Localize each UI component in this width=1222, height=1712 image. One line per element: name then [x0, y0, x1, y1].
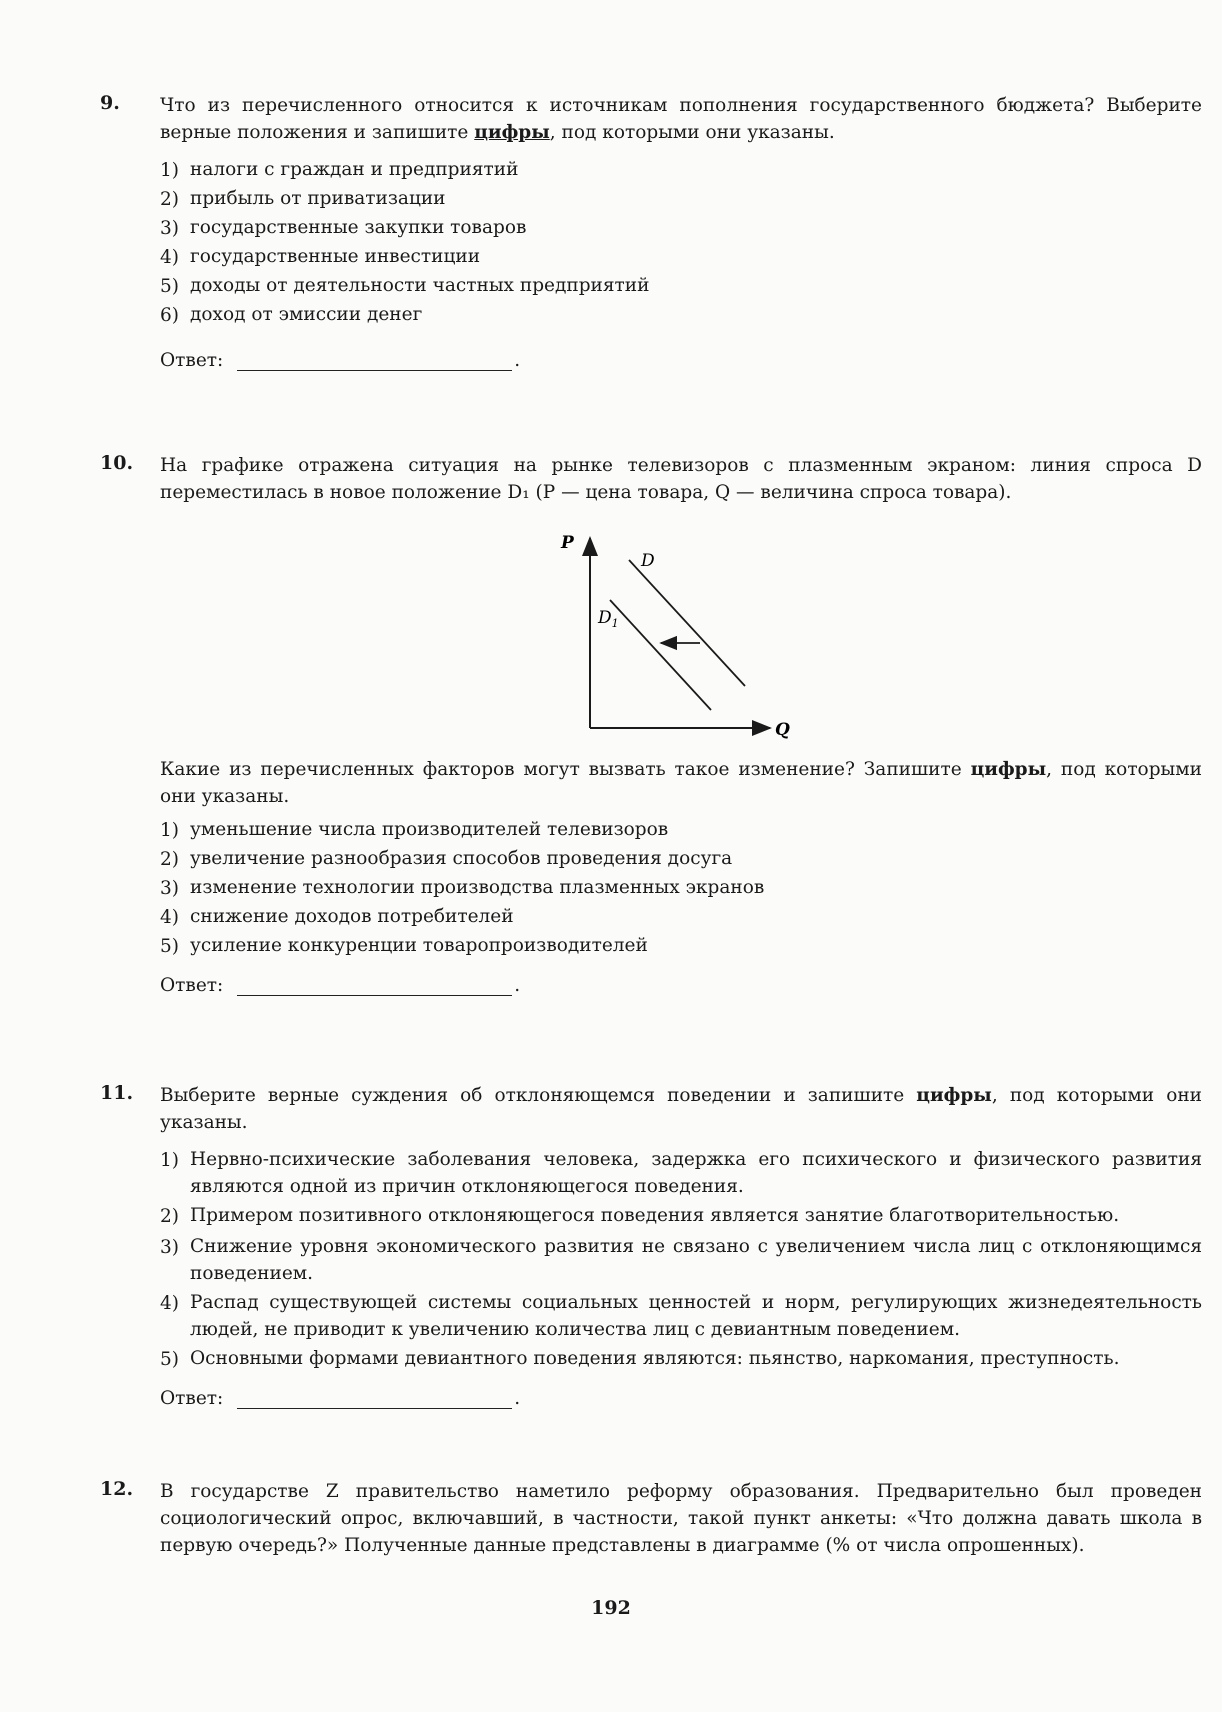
answer-label: Ответ:: [160, 350, 224, 371]
option-text: доходы от деятельности частных предприятий: [190, 275, 650, 296]
answer-field[interactable]: [237, 975, 512, 996]
option-item: [160, 243, 1202, 272]
option-item: [160, 1146, 1202, 1200]
option-text: Снижение уровня экономического развития не связано с увеличением числа лиц с отклоняющимся поведением.: [190, 1236, 1202, 1284]
option-number: 2): [160, 849, 179, 870]
option-number: 6): [160, 305, 179, 326]
option-text: доход от эмиссии денег: [190, 304, 423, 325]
option-text: государственные закупки товаров: [190, 217, 527, 238]
question-number: 12.: [100, 1478, 134, 1500]
question-text: На графике отражена ситуация на рынке телевизоров с плазменным экраном: линия спроса D переместилась в новое положение D₁ (P — цена товара, Q — величина спроса товара).: [160, 455, 1202, 503]
question-10-tasks: [100, 756, 1202, 996]
option-item: [160, 272, 1202, 301]
option-number: 1): [160, 820, 179, 841]
option-text: Примером позитивного отклоняющегося поведения является занятие благотворительностью.: [190, 1205, 1120, 1226]
question-number: 11.: [100, 1082, 134, 1104]
options-list: [160, 816, 1202, 961]
page-number: 192: [591, 1597, 631, 1619]
options-list: [160, 156, 1202, 330]
option-number: 4): [160, 1293, 179, 1314]
demand-label-d: D: [641, 551, 655, 571]
option-text: изменение технологии производства плазменных экранов: [190, 877, 765, 898]
option-item: [160, 185, 1202, 214]
option-number: 2): [160, 189, 179, 210]
answer-label: Ответ:: [160, 975, 224, 996]
question-text: Какие из перечисленных факторов могут вызвать такое изменение? Запишите цифры, под которыми они указаны.: [160, 759, 1202, 807]
option-number: 5): [160, 936, 179, 957]
option-number: 1): [160, 1150, 179, 1171]
option-item: [160, 932, 1202, 961]
q-axis-label: Q: [775, 720, 790, 740]
option-item: [160, 903, 1202, 932]
option-text: прибыль от приватизации: [190, 188, 446, 209]
demand-curve-d: [629, 560, 745, 686]
option-text: Основными формами девиантного поведения являются: пьянство, наркомания, преступность.: [190, 1348, 1120, 1369]
question-10: [100, 452, 1202, 506]
option-item: [160, 845, 1202, 874]
option-item: [160, 156, 1202, 185]
answer-field[interactable]: [237, 350, 512, 371]
option-item: [160, 1345, 1202, 1374]
option-number: 3): [160, 878, 179, 899]
option-item: [160, 1233, 1202, 1287]
question-number: 9.: [100, 92, 120, 114]
option-item: [160, 874, 1202, 903]
question-9: [100, 92, 1202, 371]
question-number: 10.: [100, 452, 134, 474]
option-number: 3): [160, 1237, 179, 1258]
option-number: 4): [160, 247, 179, 268]
p-axis-label: P: [561, 533, 574, 553]
answer-label: Ответ:: [160, 1388, 224, 1409]
option-number: 3): [160, 218, 179, 239]
option-item: [160, 1202, 1202, 1231]
answer-row: Ответ: .: [160, 975, 521, 996]
answer-row: Ответ: .: [160, 1388, 521, 1409]
option-text: государственные инвестиции: [190, 246, 481, 267]
question-12: [100, 1478, 1202, 1559]
option-text: увеличение разнообразия способов проведения досуга: [190, 848, 733, 869]
question-text: Выберите верные суждения об отклоняющемся поведении и запишите цифры, под которыми они указаны.: [160, 1085, 1202, 1133]
demand-curve-d1: [610, 600, 711, 710]
question-11: [100, 1082, 1202, 1409]
question-text: Что из перечисленного относится к источникам пополнения государственного бюджета? Выберите верные положения и запишите цифры, под которыми они указаны.: [160, 95, 1202, 143]
option-text: налоги с граждан и предприятий: [190, 159, 519, 180]
option-item: [160, 301, 1202, 330]
emphasis-digits: цифры: [474, 122, 550, 143]
emphasis-digits: цифры: [970, 759, 1047, 780]
demand-shift-graph: [555, 530, 815, 740]
option-item: [160, 214, 1202, 243]
option-text: уменьшение числа производителей телевизоров: [190, 819, 669, 840]
option-text: Распад существующей системы социальных ценностей и норм, регулирующих жизнедеятельность людей, не приводит к увеличению количества лиц с девиантным поведением.: [190, 1292, 1202, 1340]
option-text: усиление конкуренции товаропроизводителей: [190, 935, 648, 956]
option-item: [160, 816, 1202, 845]
option-number: 5): [160, 1349, 179, 1370]
question-text: В государстве Z правительство наметило реформу образования. Предварительно был проведен социологический опрос, включавший, в частности, такой пункт анкеты: «Что должна давать школа в первую очередь?» Полученные данные представлены в диаграмме (% от числа опрошенных).: [160, 1481, 1202, 1556]
option-text: Нервно-психические заболевания человека, задержка его психического и физического развития являются одной из причин отклоняющегося поведения.: [190, 1149, 1202, 1197]
answer-row: Ответ: .: [160, 350, 521, 371]
option-number: 2): [160, 1206, 179, 1227]
option-number: 1): [160, 160, 179, 181]
option-number: 4): [160, 907, 179, 928]
option-item: [160, 1289, 1202, 1343]
option-number: 5): [160, 276, 179, 297]
option-text: снижение доходов потребителей: [190, 906, 514, 927]
emphasis-digits: цифры: [916, 1085, 992, 1106]
demand-label-d1: $D_1$: [598, 608, 619, 630]
answer-field[interactable]: [237, 1388, 512, 1409]
options-list: [160, 1146, 1202, 1374]
